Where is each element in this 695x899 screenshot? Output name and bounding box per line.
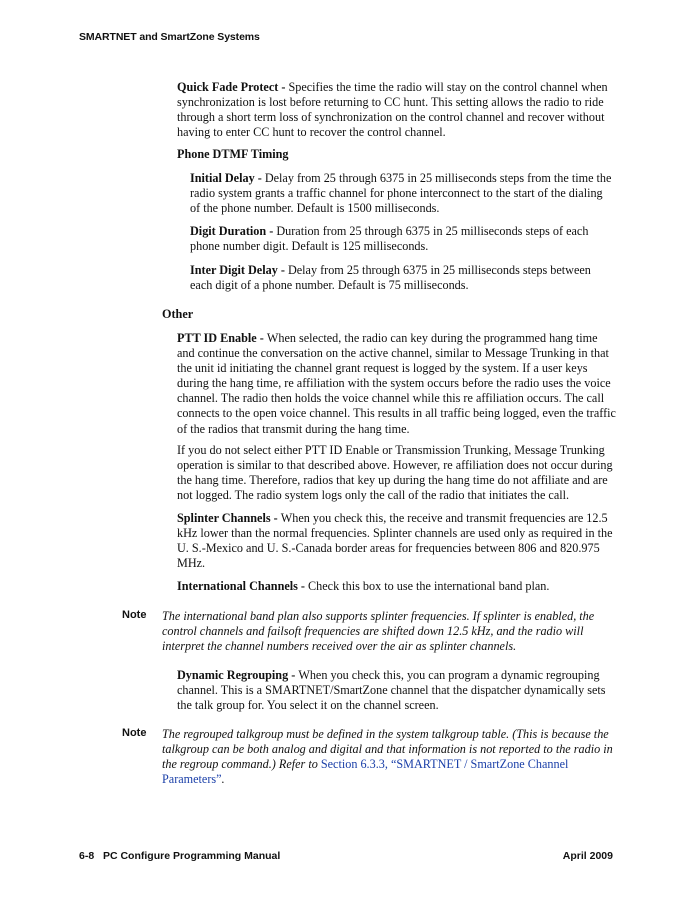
digit-duration-term: Digit Duration -	[190, 224, 277, 238]
dynamic-regrouping-paragraph	[177, 668, 617, 713]
splinter-channels-text: When you check this, the receive and transmit frequencies are 12.5 kHz lower than the normal frequencies. Splinter channels are used only as required in the U. S.-Mexico and U. S.-Canada border areas for frequencies between 806 and 820.975 MHz.	[177, 511, 613, 571]
channel-parameters-link[interactable]: “SMARTNET / SmartZone Channel Parameters”	[162, 757, 569, 787]
initial-delay-text: Delay from 25 through 6375 in 25 milliseconds steps from the time the radio system grants a traffic channel for phone interconnect to the start of the dialing of the phone number. Default is 1500 milliseconds.	[190, 171, 612, 216]
digit-duration-paragraph	[190, 224, 615, 254]
footer-left	[79, 850, 280, 862]
quick-fade-protect-term: Quick Fade Protect -	[177, 80, 289, 94]
splinter-channels-term: Splinter Channels -	[177, 511, 281, 525]
dynamic-regrouping-term: Dynamic Regrouping -	[177, 668, 299, 682]
note-regrouped-body: The regrouped talkgroup must be defined in the system talkgroup table. (This is because the talkgroup can be both analog and digital and that information is not reported to the radio in the regroup command.) Refer to	[162, 727, 613, 772]
running-header: SMARTNET and SmartZone Systems	[79, 31, 260, 43]
initial-delay-term: Initial Delay -	[190, 171, 265, 185]
ptt-id-enable-paragraph	[177, 331, 617, 437]
note-international-text: The international band plan also supports splinter frequencies. If splinter is enabled, the control channels and failsoft frequencies are shifted down 12.5 kHz, and the radio will interpret the channel numbers received over the air as splinter channels.	[162, 609, 595, 654]
dynamic-regrouping-text: When you check this, you can program a dynamic regrouping channel. This is a SMARTNET/SmartZone channel that the dispatcher dynamically sets the talk group for. You select it on the channel screen.	[177, 668, 606, 713]
digit-duration-text: Duration from 25 through 6375 in 25 milliseconds steps of each phone number digit. Default is 125 milliseconds.	[190, 224, 589, 254]
footer-date: April 2009	[562, 850, 613, 862]
inter-digit-delay-term: Inter Digit Delay -	[190, 263, 288, 277]
international-channels-term: International Channels -	[177, 579, 309, 593]
link-separator: ,	[384, 757, 391, 772]
initial-delay-paragraph	[190, 171, 615, 216]
ptt-id-enable-text: When selected, the radio can key during the programmed hang time and continue the conversation on the active channel, similar to Message Trunking in that the unit id initiating the channel grant request is logged by the system. If a user keys during the hang time, re affiliation with the system occurs before the radio uses the voice channel. The radio then holds the voice channel while this re affiliation occurs. The call connects to the open voice channel. This results in all traffic being logged, even the traffic of the radios that transmit during the hang time.	[177, 331, 616, 436]
quick-fade-protect-paragraph	[177, 80, 617, 140]
note-regrouped-end: .	[221, 772, 225, 787]
note-label: Note	[122, 609, 147, 621]
splinter-channels-paragraph	[177, 511, 617, 571]
phone-dtmf-heading: Phone DTMF Timing	[177, 147, 289, 161]
page-number: 6-8	[79, 850, 95, 862]
manual-title: PC Configure Programming Manual	[102, 850, 281, 862]
international-channels-text: Check this box to use the international band plan.	[308, 579, 550, 593]
section-link[interactable]: Section 6.3.3	[320, 757, 385, 772]
message-trunking-paragraph: If you do not select either PTT ID Enable or Transmission Trunking, Message Trunking operation is similar to that described above. However, re affiliation does not occur during the hang time. Therefore, radios that key up during the hang time do not affiliate and are not logged. The radio system logs only the call of the radio that initiates the call.	[177, 443, 613, 503]
note-regrouped-text	[162, 727, 617, 787]
quick-fade-protect-text: Specifies the time the radio will stay on the control channel when synchronization is lost before returning to CC hunt. This setting allows the radio to ride through a short term loss of synchronization on the control channel and recover without having to enter CC hunt to recover the control channel.	[177, 80, 608, 140]
note-label: Note	[122, 727, 147, 739]
inter-digit-delay-text: Delay from 25 through 6375 in 25 milliseconds steps between each digit of a phone number. Default is 75 milliseconds.	[190, 263, 591, 293]
ptt-id-enable-term: PTT ID Enable -	[177, 331, 267, 345]
inter-digit-delay-paragraph	[190, 263, 615, 293]
international-channels-paragraph	[177, 579, 617, 594]
other-heading: Other	[162, 307, 194, 321]
